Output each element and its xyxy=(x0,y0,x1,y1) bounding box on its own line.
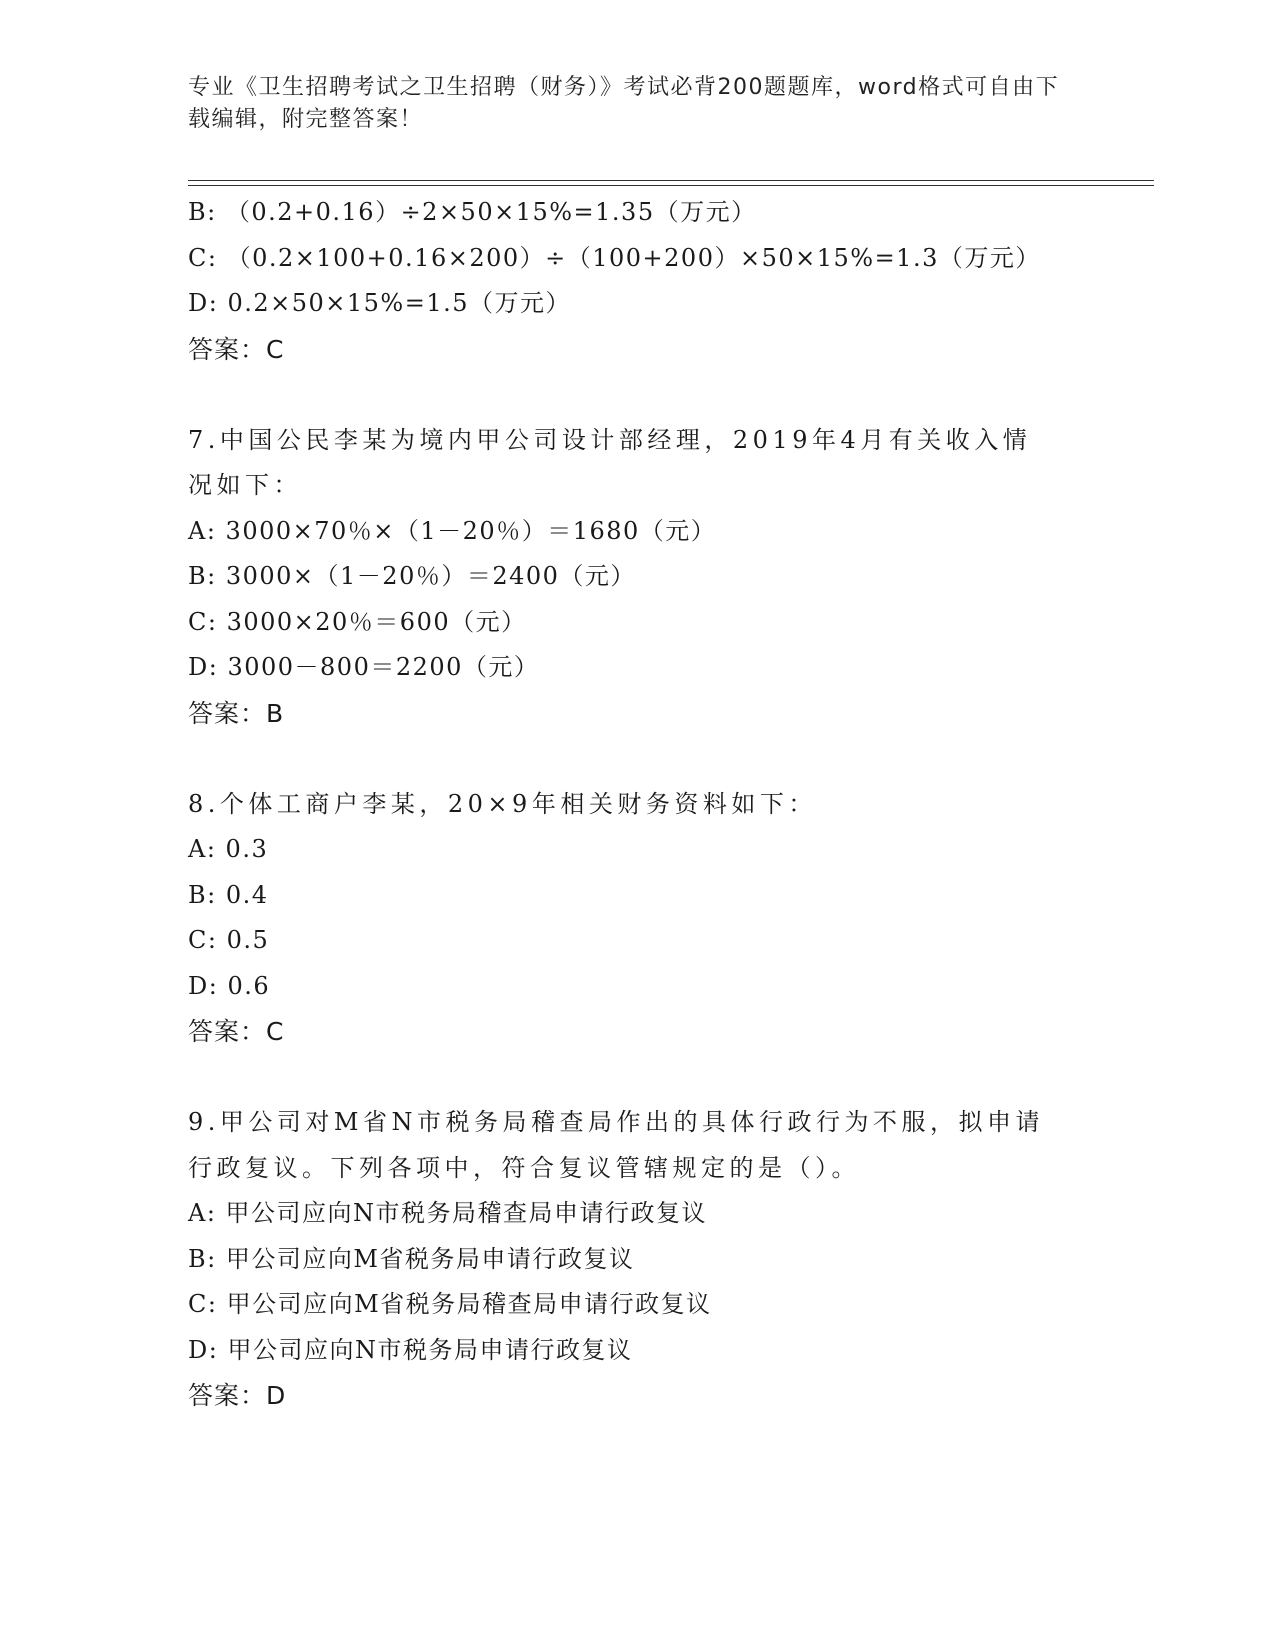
option-a: A: 甲公司应向N市税务局稽查局申请行政复议 xyxy=(188,1199,708,1227)
question-8 xyxy=(188,782,1088,1055)
option-b: B: 0.4 xyxy=(188,880,269,909)
option-a: A: 3000×70％×（1－20％）＝1680（元） xyxy=(188,516,717,545)
option-c: C: 0.5 xyxy=(188,926,270,954)
option-c: C: （0.2×100+0.16×200）÷（100+200）×50×15%=1.3（万元） xyxy=(188,243,1041,272)
question-stem: 7.中国公民李某为境内甲公司设计部经理，2019年4月有关收入情况如下： xyxy=(188,425,1032,499)
answer: 答案：C xyxy=(188,1017,285,1046)
answer: 答案：D xyxy=(188,1381,287,1410)
option-a: A: 0.3 xyxy=(188,835,269,863)
question-7 xyxy=(188,418,1088,737)
option-c: C: 3000×20％＝600（元） xyxy=(188,607,527,636)
question-content xyxy=(188,190,1088,1419)
spacer xyxy=(188,372,1088,418)
option-d: D: 甲公司应向N市税务局申请行政复议 xyxy=(188,1335,633,1364)
option-c: C: 甲公司应向M省税务局稽查局申请行政复议 xyxy=(188,1290,712,1318)
header-rule-top xyxy=(188,180,1154,181)
option-b: B: 3000×（1－20％）＝2400（元） xyxy=(188,562,636,590)
question-9 xyxy=(188,1100,1088,1419)
question-6-continued xyxy=(188,190,1088,372)
option-d: D: 0.2×50×15%=1.5（万元） xyxy=(188,289,572,317)
answer: 答案：C xyxy=(188,334,285,364)
question-stem: 9.甲公司对M省N市税务局稽查局作出的具体行政行为不服，拟申请行政复议。下列各项中，符合复议管辖规定的是（）。 xyxy=(188,1108,1044,1182)
question-stem: 8.个体工商户李某，20×9年相关财务资料如下： xyxy=(188,789,817,818)
option-b: B: （0.2+0.16）÷2×50×15%=1.35（万元） xyxy=(188,198,757,226)
option-d: D: 3000－800＝2200（元） xyxy=(188,653,540,681)
header-rule-bottom xyxy=(188,185,1154,186)
answer: 答案：B xyxy=(188,698,285,728)
page-header: 专业《卫生招聘考试之卫生招聘（财务）》考试必背200题题库，word格式可自由下载编辑，附完整答案！ xyxy=(188,75,1060,132)
spacer xyxy=(188,1055,1088,1101)
option-b: B: 甲公司应向M省税务局申请行政复议 xyxy=(188,1244,635,1273)
spacer xyxy=(188,736,1088,782)
option-d: D: 0.6 xyxy=(188,971,271,1000)
